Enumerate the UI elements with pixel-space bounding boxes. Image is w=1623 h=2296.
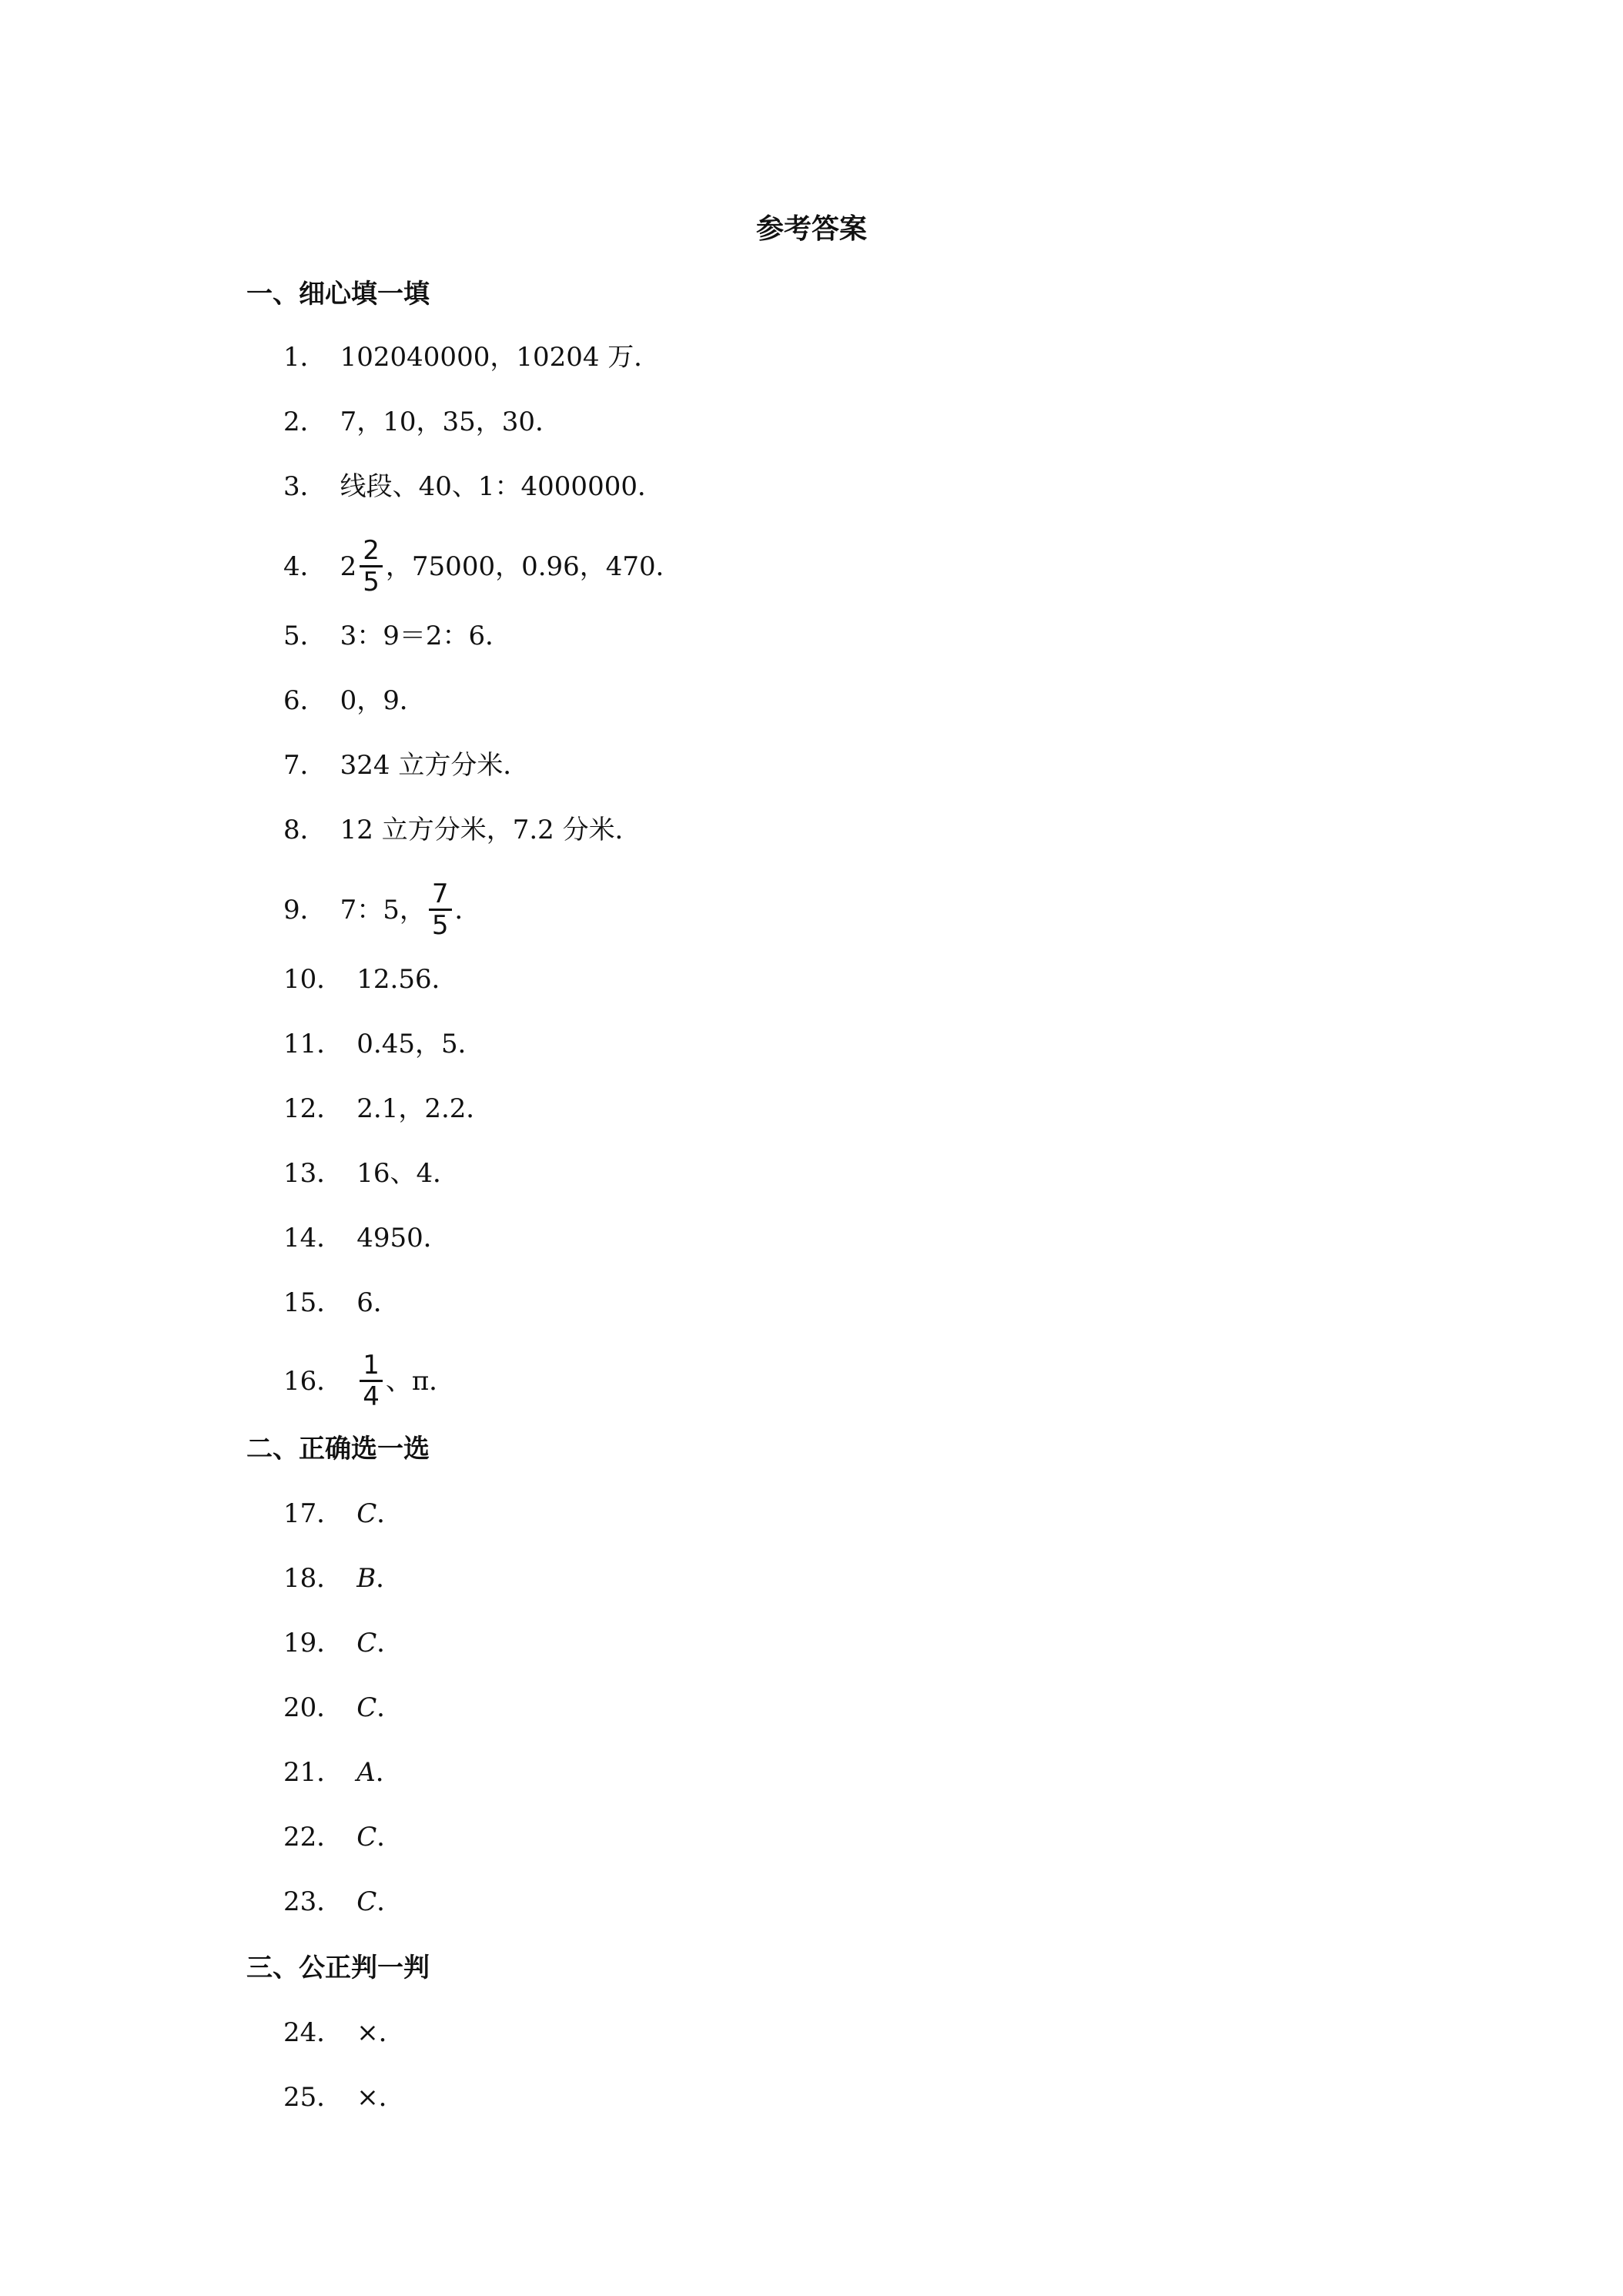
choice-letter: B <box>356 1563 376 1594</box>
item-answer: 16、4． <box>356 1158 460 1189</box>
item-number: 22． <box>283 1822 343 1853</box>
answer-item-24 <box>283 2010 405 2056</box>
item-answer: 102040000，10204 万． <box>340 342 661 373</box>
answer-item-16 <box>283 1350 455 1411</box>
fraction-denominator: 5 <box>431 910 449 941</box>
item-answer <box>340 536 682 597</box>
choice-letter: C <box>356 1822 377 1853</box>
answer-item-18 <box>283 1555 402 1602</box>
answer-item-11 <box>283 1021 484 1067</box>
item-answer <box>340 879 481 940</box>
item-answer: ×． <box>356 2017 405 2048</box>
item-number: 17． <box>283 1498 343 1529</box>
section-heading-fill-in: 一、细心填一填 <box>246 279 430 310</box>
item-number: 7． <box>283 750 326 781</box>
choice-letter: C <box>356 1692 377 1723</box>
item-answer <box>356 1814 403 1860</box>
item-answer: 4950． <box>356 1223 450 1253</box>
item-number: 12． <box>283 1093 343 1124</box>
choice-letter: C <box>356 1498 377 1529</box>
answer-item-10 <box>283 956 458 1002</box>
answer-item-12 <box>283 1086 492 1132</box>
item-answer: 12.56． <box>356 964 458 995</box>
answer-period: ． <box>375 1757 402 1788</box>
answer-suffix: 、π． <box>385 1365 456 1397</box>
item-number: 10． <box>283 964 343 995</box>
fraction <box>429 879 452 940</box>
answer-item-21 <box>283 1749 402 1796</box>
answer-suffix: ，75000，0.96，470． <box>385 551 682 582</box>
fraction-denominator: 5 <box>363 567 380 597</box>
answer-item-23 <box>283 1879 403 1925</box>
choice-letter: C <box>356 1886 377 1917</box>
answer-suffix: ． <box>454 894 481 925</box>
item-number: 20． <box>283 1692 343 1723</box>
item-number: 13． <box>283 1158 343 1189</box>
answer-period: ． <box>376 1822 403 1853</box>
choice-letter: C <box>356 1628 377 1658</box>
answer-period: ． <box>376 1692 403 1723</box>
answer-item-17 <box>283 1491 403 1537</box>
item-answer <box>356 1350 455 1411</box>
fraction-numerator: 2 <box>363 535 380 566</box>
item-answer: 12 立方分米，7.2 分米． <box>340 815 641 845</box>
item-answer: 0.45，5． <box>356 1029 484 1059</box>
item-answer <box>356 1749 402 1796</box>
item-number: 24． <box>283 2017 343 2048</box>
section-heading-choice: 二、正确选一选 <box>246 1434 430 1464</box>
item-answer <box>356 1879 403 1925</box>
answer-item-7 <box>283 742 529 788</box>
answer-item-8 <box>283 807 641 853</box>
item-number: 5． <box>283 621 326 651</box>
item-answer: 3：9＝2：6． <box>340 621 512 651</box>
answer-item-3 <box>283 464 664 510</box>
answer-period: ． <box>376 1886 403 1917</box>
fraction <box>360 536 383 597</box>
item-answer: 2.1，2.2． <box>356 1093 493 1124</box>
item-number: 16． <box>283 1365 343 1397</box>
page-title: 参考答案 <box>755 213 867 245</box>
item-answer: 6． <box>356 1287 400 1318</box>
answer-item-13 <box>283 1150 459 1197</box>
section-heading-judge: 三、公正判一判 <box>246 1953 430 1983</box>
answer-item-5 <box>283 613 511 659</box>
answer-item-6 <box>283 678 426 724</box>
item-answer: ×． <box>356 2082 405 2113</box>
answer-item-15 <box>283 1280 400 1326</box>
answer-item-22 <box>283 1814 403 1860</box>
item-answer <box>356 1555 402 1602</box>
item-number: 8． <box>283 815 326 845</box>
item-answer: 324 立方分米． <box>340 750 530 781</box>
answer-item-4 <box>283 536 682 597</box>
fraction <box>360 1350 383 1411</box>
answer-item-1 <box>283 334 660 380</box>
answer-item-20 <box>283 1685 403 1731</box>
fraction-denominator: 4 <box>363 1381 380 1412</box>
item-number: 2． <box>283 407 326 437</box>
answer-item-25 <box>283 2074 405 2120</box>
answer-item-14 <box>283 1215 450 1261</box>
item-number: 18． <box>283 1563 343 1594</box>
item-number: 6． <box>283 685 326 716</box>
item-answer <box>356 1491 403 1537</box>
answer-item-19 <box>283 1620 403 1666</box>
item-answer <box>356 1685 403 1731</box>
item-number: 15． <box>283 1287 343 1318</box>
answer-prefix: 7：5， <box>340 894 426 925</box>
item-number: 1． <box>283 342 326 373</box>
answer-period: ． <box>376 1498 403 1529</box>
item-number: 19． <box>283 1628 343 1658</box>
answer-prefix: 2 <box>340 551 357 582</box>
answer-item-2 <box>283 399 561 445</box>
item-answer: 线段、40、1：4000000． <box>340 471 664 502</box>
item-number: 23． <box>283 1886 343 1917</box>
item-number: 9． <box>283 894 326 925</box>
answer-item-9 <box>283 879 481 940</box>
choice-letter: A <box>356 1757 376 1788</box>
item-number: 11． <box>283 1029 343 1059</box>
item-answer: 7，10，35，30． <box>340 407 562 437</box>
answer-period: ． <box>376 1563 403 1594</box>
fraction-numerator: 7 <box>431 879 449 909</box>
item-answer: 0，9． <box>340 685 426 716</box>
item-number: 3． <box>283 471 326 502</box>
fraction-numerator: 1 <box>363 1350 380 1381</box>
item-number: 21． <box>283 1757 343 1788</box>
item-number: 25． <box>283 2082 343 2113</box>
answer-period: ． <box>376 1628 403 1658</box>
item-number: 14． <box>283 1223 343 1253</box>
item-answer <box>356 1620 403 1666</box>
item-number: 4． <box>283 551 326 582</box>
